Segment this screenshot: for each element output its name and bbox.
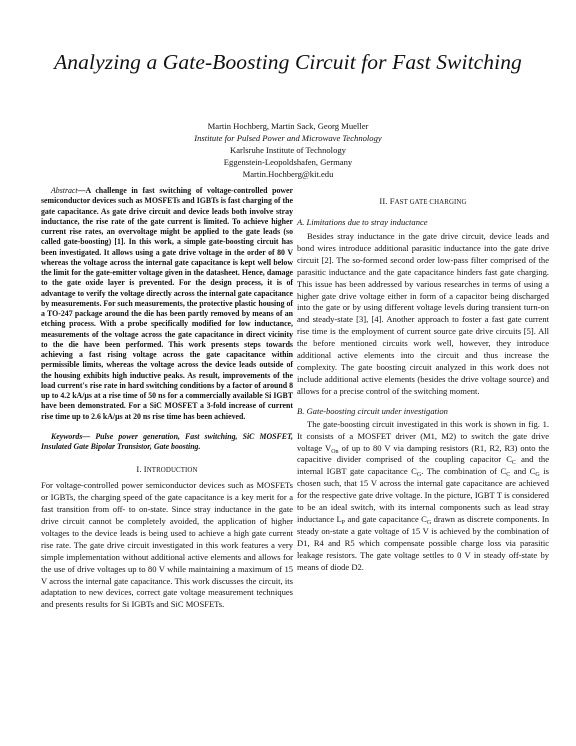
keywords	[41, 432, 293, 453]
subscript-c: C	[511, 460, 516, 467]
subscript-on: On	[331, 448, 339, 455]
keywords-text: — Pulse power generation, Fast switching, SiC MOSFET, Insulated Gate Bipolar Transistor, Gate boosting.	[41, 431, 293, 451]
section-heading-fast-gate-charging	[297, 196, 549, 206]
text-run: and the internal IGBT gate capacitance C	[297, 454, 549, 477]
section1-numeral: I.	[136, 464, 142, 475]
author-block	[0, 121, 576, 181]
section2-numeral: II.	[379, 196, 388, 206]
author-names: Martin Hochberg, Martin Sack, Georg Mueller	[207, 121, 369, 131]
text-run: and gate capacitance C	[345, 513, 427, 524]
section2-heading-first: F	[389, 196, 395, 206]
subscript-c: C	[506, 472, 511, 479]
subscript-g: G	[416, 472, 422, 479]
abstract-label: Abstract	[51, 186, 78, 195]
section-heading-introduction	[41, 464, 293, 474]
author-university: Karlsruhe Institute of Technology	[230, 144, 346, 155]
left-column	[41, 186, 293, 611]
abstract-text: —A challenge in fast switching of voltage-controlled power semiconductor devices such as MOSFETs and IGBTs is fast charging of the gate capacitance. As gate drive circuit and device leads both involve stray inductance, the rise rate of the gate current is limited. To achieve higher current rise rates, an overvoltage might be applied to the gate leads (so called gate-boosting) [1]. In this work, a simple gate-boosting circuit has been investigated. It allows using a gate drive voltage in the order of 80 V whereas the voltage across the internal gate capacitance is kept well below the limit for the gate-emitter voltage given in the datasheet. Hence, damage to the gate oxide layer is prevented. For the design process, it is of advantage to verify the voltage directly across the internal gate capacitance by measurements. For such measurements, the protective plastic housing of a TO-247 package around the die has been partly removed by means of an etching process. With a probe specifically modified for low inductance, measurements of the voltage across the gate capacitance in direct vicinity to the die have been performed. This work presents steps towards achieving a fast rising voltage across the gate capacitance within permissible limits, whereas the voltage across the device leads outside of the housing exhibits high inductive peaks. As result, improvements of the load current's rise rate in hard switching conditions by a factor of around 8 up to 4.2 kA/µs at a rise time of 50 ns for a commercially available Si IGBT have been demonstrated. For a SiC MOSFET a 3-fold increase of current rise time up to 2.6 kA/µs at 20 ns rise time has been achieved.	[41, 186, 293, 421]
subsection-heading-b: B. Gate-boosting circuit under investigation	[297, 405, 448, 416]
introduction-paragraph: For voltage-controlled power semiconductor devices such as MOSFETs or IGBTs, the charging speed of the gate capacitance is a key merit for a fast transition from off- to on-state. Since stray inductance in the gate drive circuit cannot be completely avoided, the application of higher voltages to the device leads is being used to achieve a high gate current rise rate. The gate drive circuit investigated in this work features a very simple implementation without additional active elements and allows for the use of drive voltages up to 80 V while maintaining a maximum of 15 V across the internal gate capacitance. This work discusses the circuit, its adaptation to new devices, correct gate voltage measurement techniques and presents results for Si IGBTs and SiC MOSFETs.	[41, 480, 293, 610]
subsection-b-paragraph	[297, 419, 549, 574]
subscript-g: G	[426, 519, 432, 526]
section1-heading-first: I	[143, 464, 147, 475]
subscript-g: G	[535, 472, 540, 479]
section2-heading-rest: AST GATE CHARGING	[394, 199, 467, 206]
keywords-label: Keywords	[51, 431, 83, 441]
text-run: . The combination of C	[421, 466, 507, 477]
paper-title: Analyzing a Gate-Boosting Circuit for Fast Switching	[54, 50, 522, 74]
subsection-a-paragraph: Besides stray inductance in the gate drive circuit, device leads and bond wires introduce additional parasitic inductance into the gate drive circuit [2]. The so-formed second order low-pass filter comprised of the parasitic inductance and the gate capacitance hinders fast gate charging. This issue has been addressed by various researches in terms of using a higher gate drive voltage either in form of a capacitor being discharged into the gate or by using different voltage levels during transient turn-on and steady-state [3], [4]. Another approach to foster a fast gate current rise time is the employment of current source gate drive circuits [5]. All the before mentioned circuits work well, however, they introduce additional active elements into the circuit and thus increase the complexity. The gate boosting circuit analyzed in this work does not include additional active elements (besides the drive voltage source) and allows for a precise control of the switching moment.	[297, 231, 549, 396]
section1-heading-rest: NTRODUCTION	[146, 467, 198, 475]
text-run: drawn as discrete components. In steady on-state a gate voltage of 15 V is achieved by the combination of D1, R4 and R5 which compensate possible charge loss via parasitic leakage resistors. The gate voltage settles to 0 V in steady off-state by means of diode D2.	[297, 513, 549, 572]
subscript-p: P	[341, 519, 346, 526]
subsection-heading-a: A. Limitations due to stray inductance	[297, 217, 428, 227]
text-run: is chosen such, that 15 V across the internal gate capacitance are achieved for the respective gate drive voltage. In the picture, IGBT T is considered to be an ideal switch, with its internal components such as lead stray inductance L	[297, 466, 549, 524]
text-run: The gate-boosting circuit investigated in this work is shown in fig. 1. It consists of a MOSFET driver (M1, M2) to switch the gate drive voltage V	[297, 418, 549, 453]
author-email: Martin.Hochberg@kit.edu	[242, 168, 334, 179]
text-run: and C	[510, 466, 536, 477]
author-institute: Institute for Pulsed Power and Microwave Technology	[194, 132, 382, 143]
right-column	[297, 186, 549, 573]
author-city: Eggenstein-Leopoldshafen, Germany	[223, 156, 353, 167]
text-run: of up to 80 V via damping resistors (R1, R2, R3) onto the capacitive divider comprised of the coupling capacitor C	[297, 442, 549, 465]
abstract	[41, 186, 293, 422]
